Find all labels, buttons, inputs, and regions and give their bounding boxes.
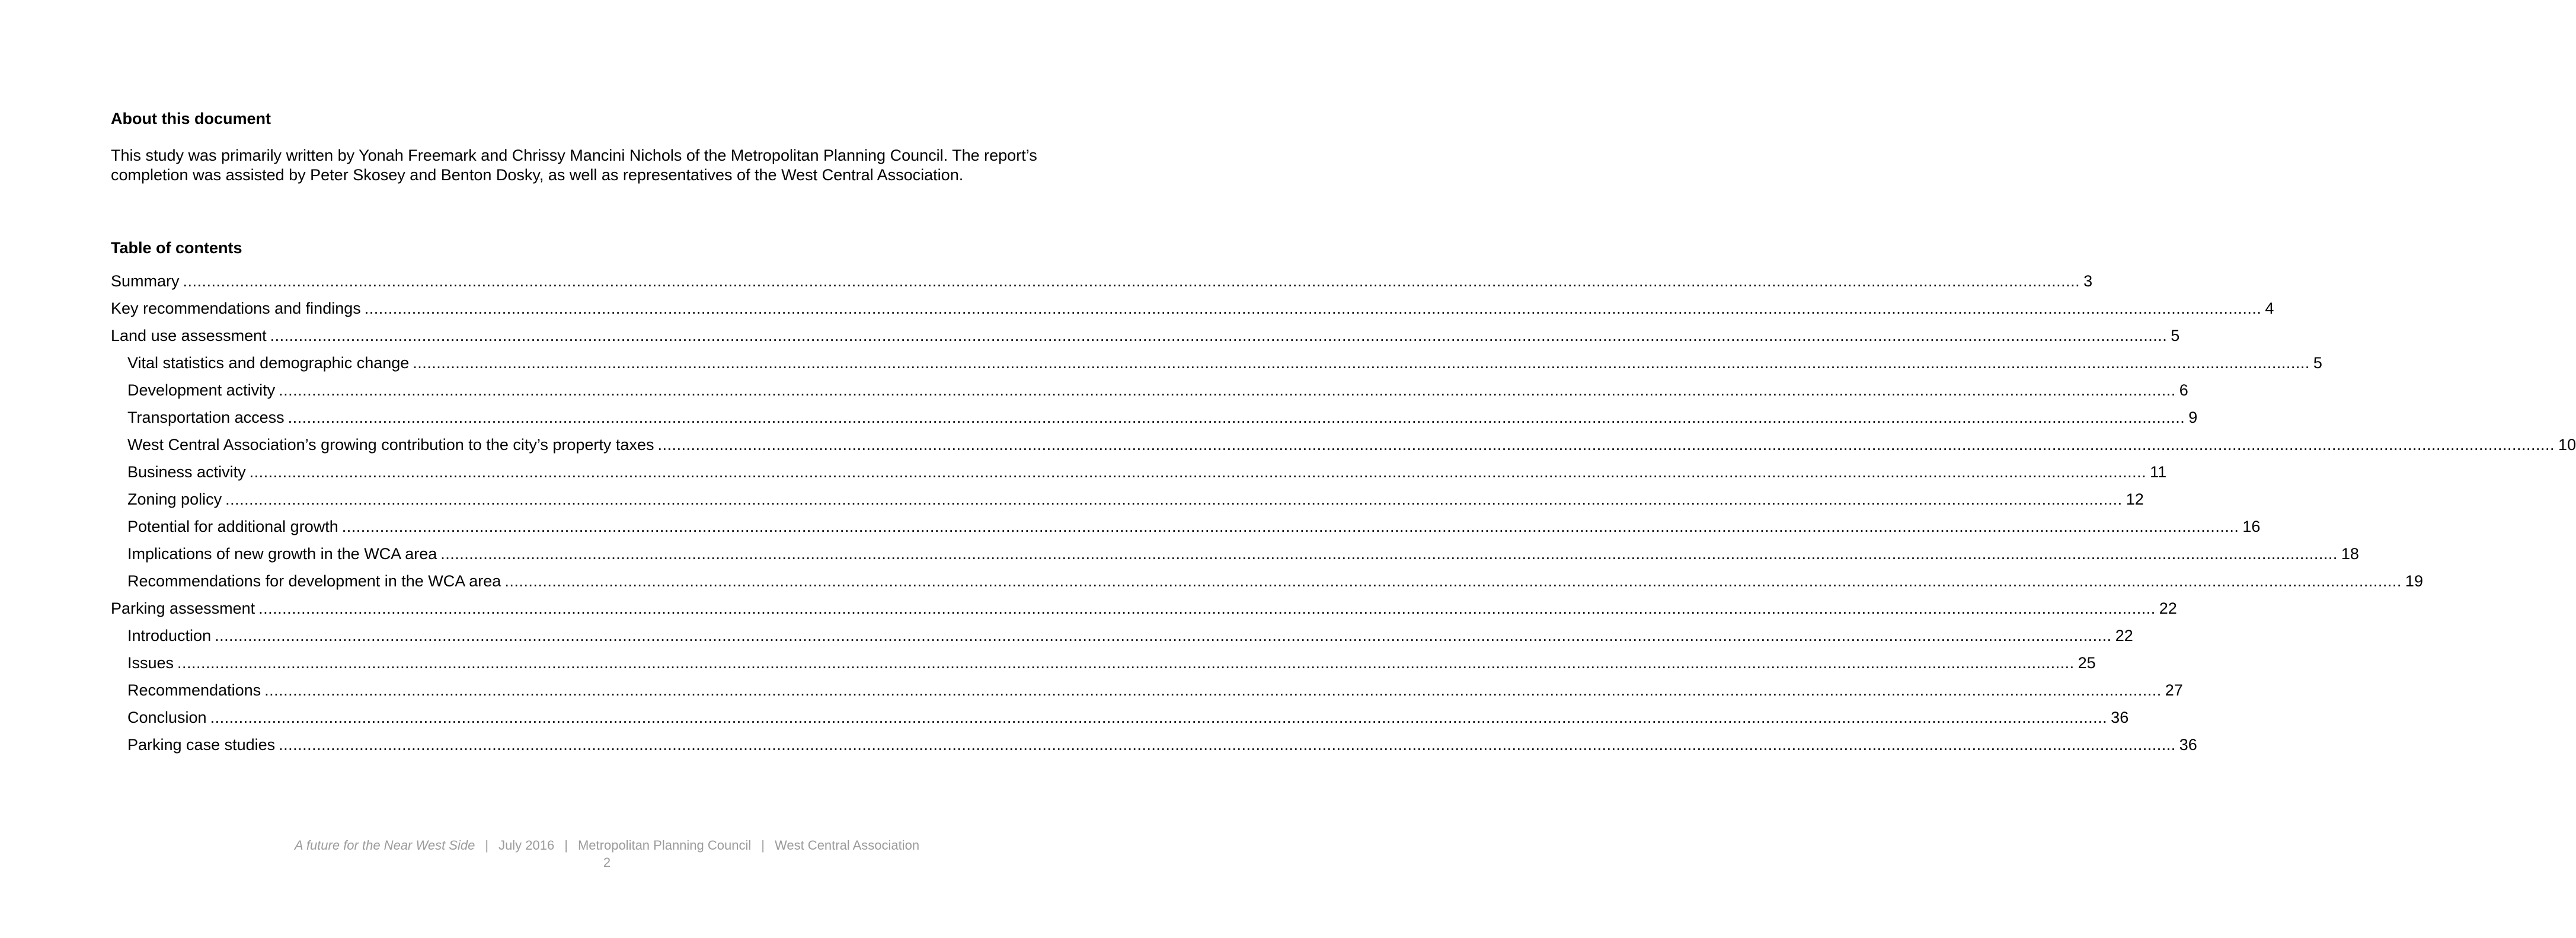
toc-entry-page: 18 [2341,545,2359,563]
footer-separator: | [564,838,568,853]
toc-entry[interactable] [111,486,2144,513]
toc-entry-title: Parking assessment [111,599,255,617]
toc-entry-page: 22 [2159,599,2177,617]
toc-dot-leader: ................................................................................................................................................................................................................................................................................................................................................................................................................ [264,681,2162,699]
about-heading: About this document [111,110,271,127]
footer-separator: | [485,838,489,853]
toc-entry[interactable] [111,322,2180,349]
toc-dot-leader: ................................................................................................................................................................................................................................................................................................................................................................................................................ [270,327,2168,344]
toc-dot-leader: ................................................................................................................................................................................................................................................................................................................................................................................................................ [287,409,2185,426]
toc-entry-page: 10 [2558,436,2576,454]
toc-entry-title: Issues [127,654,174,672]
footer-publication-title: A future for the Near West Side [294,838,475,853]
toc-entry[interactable] [111,595,2177,622]
toc-heading: Table of contents [111,239,242,257]
toc-dot-leader: ................................................................................................................................................................................................................................................................................................................................................................................................................ [225,490,2123,508]
toc-entry-title: Business activity [127,463,246,481]
toc-entry-page: 36 [2111,709,2129,726]
toc-entry[interactable] [111,731,2197,758]
about-paragraph: This study was primarily written by Yonah Freemark and Chrissy Mancini Nichols of the Metropolitan Planning Council. The report’s completion was assisted by Peter Skosey and Benton Dosky, as well as representatives of the West Central Association. [111,146,1037,184]
toc-dot-leader: ................................................................................................................................................................................................................................................................................................................................................................................................................ [440,545,2338,563]
toc-entry-page: 12 [2126,490,2144,508]
toc-entry[interactable] [111,377,2188,404]
toc-entry-title: Summary [111,272,180,290]
toc-entry[interactable] [111,349,2322,377]
toc-entry[interactable] [111,540,2359,567]
toc-dot-leader: ................................................................................................................................................................................................................................................................................................................................................................................................................ [413,354,2310,372]
toc-entry-page: 27 [2165,681,2183,699]
toc-entry-title: Transportation access [127,409,285,426]
page-footer [0,837,1214,854]
toc-entry-title: Key recommendations and findings [111,299,361,317]
toc-dot-leader: ................................................................................................................................................................................................................................................................................................................................................................................................................ [341,518,2239,535]
toc-entry-title: Potential for additional growth [127,518,338,535]
toc-entry-page: 16 [2242,518,2261,535]
toc-entry-title: Introduction [127,627,212,645]
toc-entry-page: 5 [2171,327,2180,344]
toc-dot-leader: ................................................................................................................................................................................................................................................................................................................................................................................................................ [279,736,2176,754]
toc-entry[interactable] [111,677,2183,704]
toc-dot-leader: ................................................................................................................................................................................................................................................................................................................................................................................................................ [279,381,2176,399]
toc-entry-page: 19 [2405,572,2423,590]
toc-dot-leader: ................................................................................................................................................................................................................................................................................................................................................................................................................ [504,572,2402,590]
toc-entry[interactable] [111,267,2093,295]
toc-entry[interactable] [111,404,2198,431]
toc-entry-title: West Central Association’s growing contribution to the city’s property taxes [127,436,654,454]
toc-entry-page: 11 [2150,463,2167,481]
footer-org-mpc: Metropolitan Planning Council [577,838,752,853]
toc-dot-leader: ................................................................................................................................................................................................................................................................................................................................................................................................................ [258,599,2156,617]
toc-dot-leader: ................................................................................................................................................................................................................................................................................................................................................................................................................ [364,299,2262,317]
toc-entry[interactable] [111,622,2133,649]
toc-entry-page: 3 [2083,272,2093,290]
toc-entry[interactable] [111,649,2096,677]
toc-entry-page: 36 [2179,736,2197,754]
page-number: 2 [603,855,611,870]
toc-dot-leader: ................................................................................................................................................................................................................................................................................................................................................................................................................ [249,463,2147,481]
toc-entry[interactable] [111,295,2274,322]
toc-entry-title: Development activity [127,381,276,399]
toc-entry-title: Vital statistics and demographic change [127,354,410,372]
toc-dot-leader: ................................................................................................................................................................................................................................................................................................................................................................................................................ [183,272,2080,290]
toc-entry-page: 9 [2188,409,2198,426]
toc-entry-title: Zoning policy [127,490,222,508]
toc-entry-page: 6 [2179,381,2188,399]
toc-dot-leader: ................................................................................................................................................................................................................................................................................................................................................................................................................ [177,654,2075,672]
toc-entry[interactable] [111,704,2129,731]
toc-entry-title: Recommendations [127,681,261,699]
toc-dot-leader: ................................................................................................................................................................................................................................................................................................................................................................................................................ [657,436,2555,454]
toc-entry-page: 25 [2078,654,2096,672]
toc-entry-page: 22 [2115,627,2133,645]
footer-date: July 2016 [498,838,555,853]
toc-dot-leader: ................................................................................................................................................................................................................................................................................................................................................................................................................ [210,709,2108,726]
toc-entry-title: Land use assessment [111,327,267,344]
toc-entry-title: Implications of new growth in the WCA area [127,545,437,563]
toc-entry[interactable] [111,567,2423,595]
toc-entry[interactable] [111,431,2576,458]
toc-entry-page: 4 [2265,299,2274,317]
table-of-contents [111,267,2576,758]
toc-entry[interactable] [111,458,2167,486]
toc-entry-title: Conclusion [127,709,207,726]
toc-entry-page: 5 [2313,354,2322,372]
toc-dot-leader: ................................................................................................................................................................................................................................................................................................................................................................................................................ [215,627,2112,645]
toc-entry[interactable] [111,513,2261,540]
page-content [111,107,2576,758]
toc-entry-title: Recommendations for development in the WCA area [127,572,501,590]
footer-separator: | [761,838,765,853]
toc-entry-title: Parking case studies [127,736,276,754]
footer-org-wca: West Central Association [774,838,920,853]
